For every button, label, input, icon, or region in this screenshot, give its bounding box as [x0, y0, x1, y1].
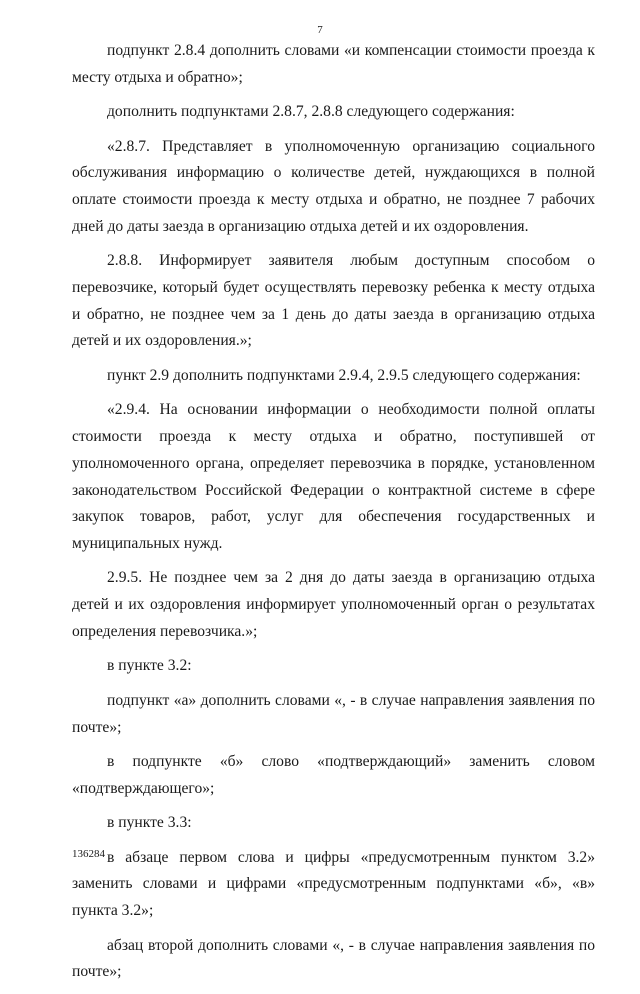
paragraph: в пункте 3.2: [107, 657, 192, 675]
paragraph: в пункте 3.3: [107, 814, 192, 832]
paragraph: «2.9.4. На основании информации о необходимости полной оплаты стоимости проезда к месту отдыха и обратно, поступившей от уполномоченного органа, определяет перевозчика в порядке, установленном законодательством Российской Федерации о контрактной системе в сфере закупок товаров, работ, услуг для обеспечения государственных и муниципальных нужд. [72, 401, 595, 552]
paragraph: подпункт «а» дополнить словами «, - в случае направления заявления по почте»; [72, 691, 595, 736]
paragraph: 2.8.8. Информирует заявителя любым доступным способом о перевозчике, который будет осуществлять перевозку ребенка к месту отдыха и обратно, не позднее чем за 1 день до даты заезда в организацию отдыха детей и их оздоровления.»; [72, 252, 595, 350]
paragraph: пункт 2.9 дополнить подпунктами 2.9.4, 2.9.5 следующего содержания: [107, 366, 581, 384]
paragraph: абзац второй дополнить словами «, - в случае направления заявления по почте»; [72, 936, 595, 981]
paragraph: в подпункте «б» слово «подтверждающий» заменить словом «подтверждающего»; [72, 753, 595, 797]
paragraph: «2.8.7. Представляет в уполномоченную организацию социального обслуживания информацию о количестве детей, нуждающихся в полной оплате стоимости проезда к месту отдыха и обратно, не позднее 7 рабочих дней до даты заезда в организацию отдыха детей и их оздоровления. [72, 137, 595, 235]
paragraph: в абзаце первом слова и цифры «предусмотренным пунктом 3.2» заменить словами и цифрами «предусмотренным подпунктами «б», «в» пункта 3.2»; [72, 848, 595, 920]
paragraph: подпункт 2.8.4 дополнить словами «и компенсации стоимости проезда к месту отдыха и обратно»; [72, 42, 595, 86]
document-body [72, 38, 595, 994]
paragraph: дополнить подпунктами 2.8.7, 2.8.8 следующего содержания: [107, 103, 515, 121]
paragraph: 2.9.5. Не позднее чем за 2 дня до даты заезда в организацию отдыха детей и их оздоровления информирует уполномоченный орган о результатах определения перевозчика.»; [72, 569, 595, 640]
page-number: 7 [317, 24, 323, 36]
document-code: 136284 [72, 848, 105, 860]
